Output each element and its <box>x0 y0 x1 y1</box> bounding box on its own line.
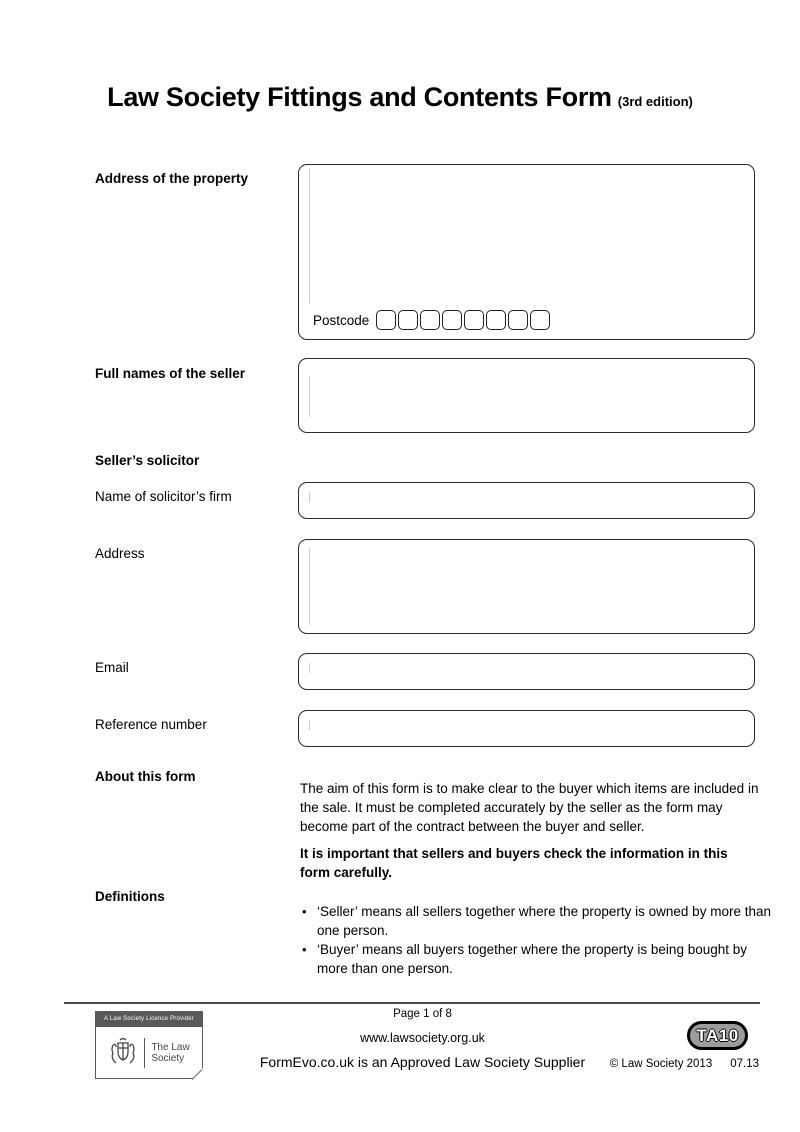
postcode-boxes <box>376 310 550 330</box>
definition-item-buyer: • ‘Buyer’ means all buyers together where the property is being bought by more than one person. <box>300 940 772 978</box>
postcode-char-box[interactable] <box>420 310 440 330</box>
about-important-note: It is important that sellers and buyers check the information in this form carefully. <box>300 846 728 880</box>
page-number: Page 1 of 8 <box>393 1008 452 1020</box>
form-code-badge: TA10 <box>687 1021 748 1050</box>
seller-names-field[interactable] <box>298 358 755 433</box>
about-heading: About this form <box>95 769 196 784</box>
definitions-heading: Definitions <box>95 889 165 904</box>
postcode-char-box[interactable] <box>530 310 550 330</box>
postcode-row <box>313 310 550 330</box>
footer-divider <box>64 1002 760 1004</box>
definition-item-seller: • ‘Seller’ means all sellers together where the property is owned by more than one person. <box>300 902 772 940</box>
copyright-row <box>610 1058 759 1070</box>
email-label: Email <box>95 660 129 675</box>
reference-number-field[interactable] <box>298 710 755 747</box>
version-text: 07.13 <box>730 1058 759 1070</box>
postcode-char-box[interactable] <box>398 310 418 330</box>
property-address-label: Address of the property <box>95 171 249 186</box>
field-inner-guide <box>309 663 310 673</box>
logo-tagline: A Law Society Licence Provider <box>96 1012 202 1027</box>
solicitor-section-heading: Seller’s solicitor <box>95 453 200 468</box>
form-edition: (3rd edition) <box>617 94 693 109</box>
about-paragraph: The aim of this form is to make clear to the buyer which items are included in the sale. It must be completed accurately by the seller as the form may become part of the contract between the buyer and seller. <box>300 781 759 834</box>
supplier-note: FormEvo.co.uk is an Approved Law Society Supplier <box>259 1054 586 1070</box>
postcode-char-box[interactable] <box>464 310 484 330</box>
field-inner-guide <box>309 492 310 502</box>
field-inner-guide <box>309 720 310 730</box>
solicitor-firm-field[interactable] <box>298 482 755 519</box>
email-field[interactable] <box>298 653 755 690</box>
seller-names-label: Full names of the seller <box>95 366 246 381</box>
law-society-logo <box>95 1011 203 1079</box>
page-title <box>0 82 800 113</box>
solicitor-address-field[interactable] <box>298 539 755 634</box>
copyright-text: © Law Society 2013 <box>609 1058 713 1070</box>
postcode-char-box[interactable] <box>508 310 528 330</box>
definitions-list <box>300 902 772 978</box>
solicitor-address-label: Address <box>95 546 145 561</box>
logo-name <box>151 1042 189 1064</box>
law-society-website: www.lawsociety.org.uk <box>360 1031 485 1045</box>
field-inner-guide <box>309 548 310 625</box>
logo-divider <box>144 1038 145 1068</box>
postcode-label: Postcode <box>313 312 370 328</box>
logo-name-line1: The Law <box>151 1042 190 1053</box>
logo-name-line2: Society <box>151 1053 185 1064</box>
postcode-char-box[interactable] <box>442 310 462 330</box>
law-society-crest-icon <box>108 1037 138 1069</box>
definitions-list-wrap <box>300 902 772 978</box>
field-inner-guide <box>309 376 310 417</box>
reference-number-label: Reference number <box>95 717 207 732</box>
postcode-char-box[interactable] <box>486 310 506 330</box>
logo-body <box>96 1027 202 1079</box>
field-inner-guide <box>309 168 310 303</box>
form-title: Law Society Fittings and Contents Form <box>107 82 612 112</box>
solicitor-firm-label: Name of solicitor’s firm <box>95 489 232 504</box>
property-address-field[interactable] <box>298 164 755 340</box>
postcode-char-box[interactable] <box>376 310 396 330</box>
